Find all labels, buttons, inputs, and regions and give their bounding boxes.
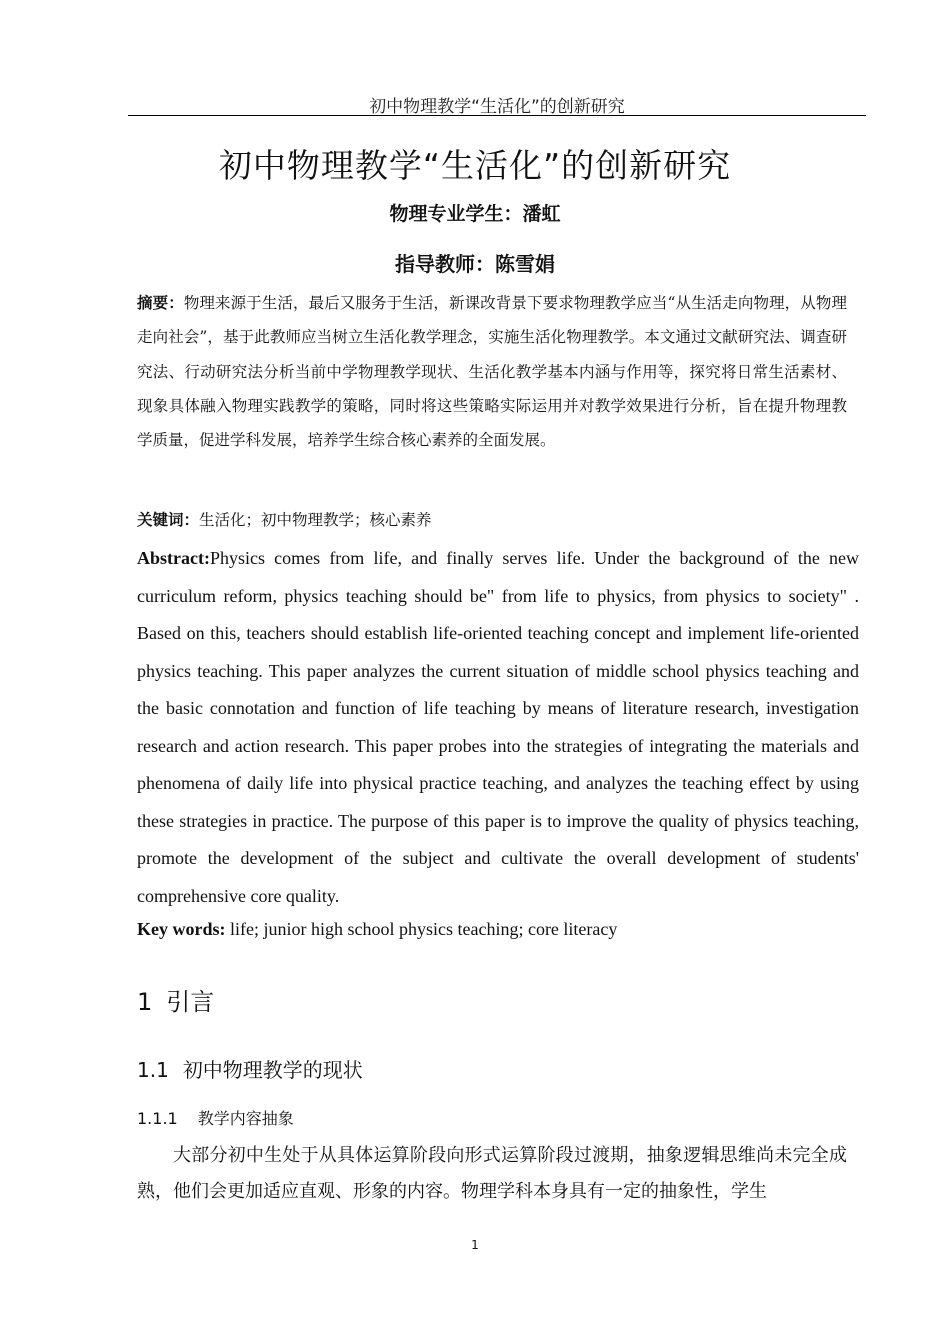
keywords-cn-label: 关键词： bbox=[137, 510, 200, 529]
section-heading-1 bbox=[137, 982, 214, 1017]
page-number: 1 bbox=[471, 1238, 479, 1252]
abstract-en-text: Physics comes from life, and finally serves life. Under the background of the new curriculum reform, physics teaching should be" from life to physics, from physics to society" . Based on this, teachers should establish life-oriented teaching concept and implement life-oriented physics teaching. This paper analyzes the current situation of middle school physics teaching and the basic connotation and function of life teaching by means of literature research, investigation research and action research. This paper probes into the strategies of integrating the materials and phenomena of daily life into physical practice teaching, and analyzes the teaching effect by using these strategies in practice. The purpose of this paper is to improve the quality of physics teaching, promote the development of the subject and cultivate the overall development of students' comprehensive core quality. bbox=[137, 548, 859, 906]
section-number: 1.1 bbox=[137, 1058, 169, 1082]
keywords-cn-text: 生活化；初中物理教学；核心素养 bbox=[199, 511, 432, 529]
section-title: 引言 bbox=[166, 988, 215, 1016]
abstract-chinese bbox=[137, 286, 847, 457]
abstract-cn-label: 摘要： bbox=[137, 293, 184, 312]
section-title: 教学内容抽象 bbox=[197, 1109, 294, 1128]
running-header: 初中物理教学“生活化”的创新研究 bbox=[369, 97, 625, 117]
keywords-english bbox=[137, 914, 859, 944]
abstract-english bbox=[137, 540, 859, 915]
keywords-en-text: life; junior high school physics teaching; core literacy bbox=[225, 919, 618, 939]
author-line: 物理专业学生：潘虹 bbox=[389, 203, 561, 225]
section-number: 1.1.1 bbox=[137, 1109, 178, 1128]
advisor-line: 指导教师：陈雪娟 bbox=[395, 252, 555, 276]
header-rule bbox=[128, 115, 866, 116]
paper-title: 初中物理教学“生活化”的创新研究 bbox=[218, 146, 732, 185]
abstract-cn-text: 物理来源于生活，最后又服务于生活，新课改背景下要求物理教学应当“从生活走向物理，从物理走向社会”，基于此教师应当树立生活化教学理念，实施生活化物理教学。本文通过文献研究法、调查研究法、行动研究法分析当前中学物理教学现状、生活化教学基本内涵与作用等，探究将日常生活素材、现象具体融入物理实践教学的策略，同时将这些策略实际运用并对教学效果进行分析，旨在提升物理教学质量，促进学科发展，培养学生综合核心素养的全面发展。 bbox=[137, 294, 847, 450]
abstract-en-label: Abstract: bbox=[137, 548, 210, 568]
section-title: 初中物理教学的现状 bbox=[182, 1058, 363, 1082]
section-heading-1-1-1 bbox=[137, 1106, 294, 1129]
keywords-en-label: Key words: bbox=[137, 919, 226, 939]
section-number: 1 bbox=[137, 988, 153, 1016]
keywords-chinese bbox=[137, 507, 847, 533]
section-heading-1-1 bbox=[137, 1054, 363, 1083]
body-paragraph: 大部分初中生处于从具体运算阶段向形式运算阶段过渡期，抽象逻辑思维尚未完全成熟，他们会更加适应直观、形象的内容。物理学科本身具有一定的抽象性，学生 bbox=[137, 1145, 847, 1202]
